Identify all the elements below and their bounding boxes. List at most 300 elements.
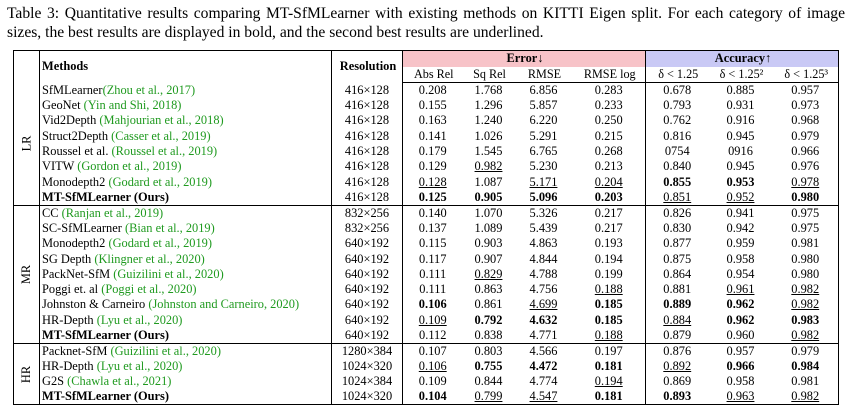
value-cell bbox=[573, 297, 646, 312]
value-cell bbox=[463, 144, 515, 159]
value-cell bbox=[463, 113, 515, 128]
value-cell bbox=[463, 159, 515, 174]
metric-value: 0.877 bbox=[663, 236, 692, 251]
metric-value: 5.096 bbox=[529, 189, 558, 204]
metric-value: 0.199 bbox=[594, 266, 623, 281]
metric-value: 0.973 bbox=[791, 98, 820, 113]
method-cell bbox=[40, 236, 332, 251]
metric-value: 0.208 bbox=[418, 83, 447, 97]
value-cell bbox=[646, 359, 709, 374]
citation-link[interactable]: (Poggi et al., 2020) bbox=[101, 282, 197, 297]
method-cell bbox=[40, 83, 332, 99]
table-caption: Table 3: Quantitative results comparing MT-SfMLearner with existing methods on KITTI Eigen split. For each category of image sizes, the best results are displayed in bold, and the second best results are underlined. bbox=[7, 5, 845, 41]
value-cell bbox=[773, 129, 839, 144]
value-cell bbox=[515, 359, 573, 374]
table-row bbox=[14, 343, 839, 359]
value-cell bbox=[709, 267, 773, 282]
citation-link[interactable]: (Ranjan et al., 2019) bbox=[61, 205, 164, 220]
metric-value: 0.137 bbox=[418, 220, 447, 235]
value-cell bbox=[463, 389, 515, 405]
value-cell bbox=[773, 374, 839, 389]
metric-value: 0.125 bbox=[418, 189, 447, 204]
method-name: SC-SfMLearner bbox=[42, 220, 125, 235]
metric-value: 0.884 bbox=[663, 312, 692, 327]
metric-value: 4.472 bbox=[529, 359, 558, 373]
value-cell bbox=[773, 251, 839, 266]
value-cell bbox=[463, 359, 515, 374]
value-cell bbox=[403, 98, 463, 113]
value-cell bbox=[515, 236, 573, 251]
metric-value: 0.188 bbox=[594, 282, 623, 297]
method-cell bbox=[40, 389, 332, 405]
citation-link[interactable]: (Godard et al., 2019) bbox=[108, 174, 213, 189]
metric-value: 0.976 bbox=[791, 159, 820, 174]
value-cell bbox=[403, 205, 463, 221]
value-cell bbox=[573, 236, 646, 251]
resolution-cell: 416×128 bbox=[332, 83, 403, 99]
value-cell bbox=[515, 113, 573, 128]
value-cell bbox=[773, 98, 839, 113]
metric-value: 0.844 bbox=[474, 374, 503, 389]
method-cell bbox=[40, 129, 332, 144]
resolution-cell: 640×192 bbox=[332, 297, 403, 312]
value-cell bbox=[403, 389, 463, 405]
metric-value: 0.115 bbox=[419, 236, 447, 251]
value-cell bbox=[709, 205, 773, 221]
metric-value: 1.545 bbox=[474, 144, 503, 159]
value-cell bbox=[773, 144, 839, 159]
value-cell bbox=[573, 113, 646, 128]
resolution-cell: 416×128 bbox=[332, 98, 403, 113]
metric-value: 0.966 bbox=[726, 359, 755, 373]
metric-value: 0.268 bbox=[594, 144, 623, 159]
metric-value: 0.978 bbox=[791, 174, 820, 189]
metric-value: 0.876 bbox=[663, 343, 692, 358]
metric-value: 0.793 bbox=[663, 98, 692, 113]
value-cell bbox=[646, 221, 709, 236]
resolution-cell: 416×128 bbox=[332, 129, 403, 144]
metric-value: 0.945 bbox=[726, 159, 755, 174]
metric-value: 0.980 bbox=[791, 251, 820, 266]
value-cell bbox=[573, 174, 646, 189]
metric-value: 0.942 bbox=[726, 220, 755, 235]
col-delta-2: δ < 1.25² bbox=[709, 67, 773, 83]
metric-value: 0.197 bbox=[594, 343, 623, 358]
metric-value: 1.070 bbox=[474, 205, 503, 220]
value-cell bbox=[573, 251, 646, 266]
metric-value: 0.128 bbox=[418, 174, 447, 189]
value-cell bbox=[709, 313, 773, 328]
table-row bbox=[14, 174, 839, 189]
value-cell bbox=[709, 83, 773, 99]
metric-value: 5.291 bbox=[529, 128, 558, 143]
value-cell bbox=[515, 98, 573, 113]
value-cell bbox=[773, 236, 839, 251]
resolution-header: Resolution bbox=[332, 51, 403, 83]
value-cell bbox=[646, 113, 709, 128]
value-cell bbox=[403, 343, 463, 359]
resolution-cell: 1024×320 bbox=[332, 389, 403, 405]
value-cell bbox=[709, 221, 773, 236]
table-row bbox=[14, 190, 839, 206]
resolution-cell: 1280×384 bbox=[332, 343, 403, 359]
value-cell bbox=[403, 236, 463, 251]
metric-value: 0.962 bbox=[726, 297, 755, 312]
value-cell bbox=[403, 190, 463, 206]
metric-value: 0.829 bbox=[474, 266, 503, 281]
value-cell bbox=[463, 221, 515, 236]
value-cell bbox=[463, 328, 515, 344]
col-delta-3: δ < 1.25³ bbox=[773, 67, 839, 83]
value-cell bbox=[515, 174, 573, 189]
metric-value: 0.213 bbox=[594, 159, 623, 174]
value-cell bbox=[646, 98, 709, 113]
value-cell bbox=[773, 343, 839, 359]
table-row bbox=[14, 83, 839, 99]
value-cell bbox=[573, 343, 646, 359]
metric-value: 0.816 bbox=[663, 128, 692, 143]
metric-value: 0.106 bbox=[418, 297, 447, 312]
group-label-text: MR bbox=[18, 264, 33, 284]
metric-value: 0.181 bbox=[594, 359, 623, 373]
value-cell bbox=[709, 328, 773, 344]
citation-link[interactable]: (Bian et al., 2019) bbox=[124, 220, 215, 235]
metric-value: 0.141 bbox=[418, 128, 447, 143]
method-name: Vid2Depth bbox=[42, 113, 100, 128]
col-sq-rel: Sq Rel bbox=[463, 67, 515, 83]
citation-link[interactable]: (Klingner et al., 2020) bbox=[94, 251, 205, 266]
value-cell bbox=[773, 159, 839, 174]
value-cell bbox=[573, 159, 646, 174]
value-cell bbox=[463, 129, 515, 144]
value-cell bbox=[646, 159, 709, 174]
value-cell bbox=[515, 221, 573, 236]
metric-value: 0.963 bbox=[726, 389, 755, 404]
method-name: HR-Depth bbox=[42, 359, 97, 373]
metric-value: 0.982 bbox=[791, 389, 820, 404]
value-cell bbox=[403, 129, 463, 144]
metric-value: 0.803 bbox=[474, 343, 503, 358]
metric-value: 0.881 bbox=[663, 282, 692, 297]
value-cell bbox=[403, 313, 463, 328]
table-row bbox=[14, 159, 839, 174]
metric-value: 0.112 bbox=[419, 327, 447, 342]
value-cell bbox=[773, 205, 839, 221]
value-cell bbox=[773, 174, 839, 189]
value-cell bbox=[463, 267, 515, 282]
metric-value: 4.774 bbox=[529, 374, 558, 389]
value-cell bbox=[709, 98, 773, 113]
value-cell bbox=[709, 190, 773, 206]
metric-value: 4.699 bbox=[529, 297, 558, 312]
citation-link[interactable]: (Johnston and Carneiro, 2020) bbox=[148, 297, 300, 312]
value-cell bbox=[646, 343, 709, 359]
group-label-mr bbox=[14, 205, 40, 343]
value-cell bbox=[403, 221, 463, 236]
value-cell bbox=[646, 282, 709, 297]
table-row bbox=[14, 236, 839, 251]
resolution-cell: 416×128 bbox=[332, 144, 403, 159]
metric-value: 0.979 bbox=[791, 343, 820, 358]
metric-value: 4.566 bbox=[529, 343, 558, 358]
value-cell bbox=[709, 389, 773, 405]
col-rmse: RMSE bbox=[515, 67, 573, 83]
value-cell bbox=[403, 297, 463, 312]
metric-value: 0.826 bbox=[663, 205, 692, 220]
citation-link[interactable]: (Casser et al., 2019) bbox=[111, 128, 211, 143]
method-cell bbox=[40, 144, 332, 159]
metric-value: 0.957 bbox=[726, 343, 755, 358]
table-row bbox=[14, 205, 839, 221]
method-cell bbox=[40, 190, 332, 206]
table-row bbox=[14, 98, 839, 113]
metric-value: 4.788 bbox=[529, 266, 558, 281]
metric-value: 0.889 bbox=[663, 297, 692, 312]
citation-link[interactable]: (Yin and Shi, 2018) bbox=[83, 98, 182, 113]
metric-value: 0.981 bbox=[791, 236, 820, 251]
metric-value: 0.959 bbox=[726, 236, 755, 251]
value-cell bbox=[646, 328, 709, 344]
method-name: MT-SfMLearner (Ours) bbox=[42, 327, 169, 342]
method-cell bbox=[40, 159, 332, 174]
metric-value: 0.106 bbox=[418, 359, 447, 373]
metric-value: 0.931 bbox=[726, 98, 755, 113]
value-cell bbox=[515, 282, 573, 297]
resolution-cell: 640×192 bbox=[332, 282, 403, 297]
metric-value: 0.979 bbox=[791, 128, 820, 143]
value-cell bbox=[573, 98, 646, 113]
value-cell bbox=[573, 389, 646, 405]
metric-value: 0.855 bbox=[663, 174, 692, 189]
citation-link[interactable]: (Gordon et al., 2019) bbox=[77, 159, 182, 174]
value-cell bbox=[709, 129, 773, 144]
metric-value: 0.678 bbox=[663, 83, 692, 97]
value-cell bbox=[573, 282, 646, 297]
metric-value: 4.844 bbox=[529, 251, 558, 266]
metric-value: 0.193 bbox=[594, 236, 623, 251]
metric-value: 0.104 bbox=[418, 389, 447, 404]
value-cell bbox=[773, 359, 839, 374]
metric-value: 0.984 bbox=[791, 359, 820, 373]
metric-value: 5.171 bbox=[529, 174, 558, 189]
metric-value: 0.117 bbox=[419, 251, 447, 266]
value-cell bbox=[646, 174, 709, 189]
method-name: CC bbox=[42, 205, 62, 220]
metric-value: 0.905 bbox=[474, 189, 503, 204]
metric-value: 0.958 bbox=[726, 374, 755, 389]
resolution-cell: 640×192 bbox=[332, 313, 403, 328]
citation-link[interactable]: (Roussel et al., 2019) bbox=[111, 144, 218, 159]
metric-value: 0.194 bbox=[594, 251, 623, 266]
method-name: SfMLearner bbox=[42, 82, 103, 97]
metric-value: 0.975 bbox=[791, 205, 820, 220]
metric-value: 0.792 bbox=[474, 312, 503, 327]
metric-value: 0.181 bbox=[594, 389, 623, 404]
method-cell bbox=[40, 313, 332, 328]
method-cell bbox=[40, 297, 332, 312]
metric-value: 0.966 bbox=[791, 144, 820, 159]
metric-value: 1.296 bbox=[474, 98, 503, 113]
value-cell bbox=[515, 343, 573, 359]
metric-value: 0.962 bbox=[726, 312, 755, 327]
value-cell bbox=[573, 328, 646, 344]
value-cell bbox=[463, 205, 515, 221]
metric-value: 0.952 bbox=[726, 189, 755, 204]
value-cell bbox=[573, 313, 646, 328]
citation-link[interactable]: (Mahjourian et al., 2018) bbox=[99, 113, 224, 128]
metric-value: 1.089 bbox=[474, 220, 503, 235]
metric-value: 0.830 bbox=[663, 220, 692, 235]
value-cell bbox=[773, 221, 839, 236]
value-cell bbox=[646, 251, 709, 266]
metric-value: 0.954 bbox=[726, 266, 755, 281]
metric-value: 0.861 bbox=[474, 297, 503, 312]
metric-value: 0.953 bbox=[726, 174, 755, 189]
method-name: Packnet-SfM bbox=[42, 343, 111, 358]
value-cell bbox=[709, 297, 773, 312]
metric-value: 0.204 bbox=[594, 174, 623, 189]
metric-value: 0.958 bbox=[726, 251, 755, 266]
value-cell bbox=[646, 190, 709, 206]
methods-header: Methods bbox=[40, 51, 332, 83]
value-cell bbox=[515, 297, 573, 312]
metric-value: 0.217 bbox=[594, 220, 623, 235]
metric-value: 0.755 bbox=[474, 359, 503, 373]
method-name: MT-SfMLearner (Ours) bbox=[42, 189, 169, 204]
metric-value: 1.768 bbox=[474, 83, 503, 97]
value-cell bbox=[463, 282, 515, 297]
col-delta-1: δ < 1.25 bbox=[646, 67, 709, 83]
value-cell bbox=[573, 205, 646, 221]
metric-value: 0.980 bbox=[791, 189, 820, 204]
metric-value: 0.982 bbox=[474, 159, 503, 174]
method-cell bbox=[40, 374, 332, 389]
citation-link[interactable]: (Lyu et al., 2020) bbox=[96, 312, 183, 327]
value-cell bbox=[515, 205, 573, 221]
metric-value: 0.879 bbox=[663, 327, 692, 342]
value-cell bbox=[573, 190, 646, 206]
value-cell bbox=[773, 389, 839, 405]
value-cell bbox=[773, 282, 839, 297]
method-name: Roussel et al. bbox=[42, 144, 112, 159]
value-cell bbox=[463, 251, 515, 266]
resolution-cell: 416×128 bbox=[332, 190, 403, 206]
value-cell bbox=[709, 251, 773, 266]
metric-value: 0.903 bbox=[474, 236, 503, 251]
metric-value: 0.892 bbox=[663, 359, 692, 373]
citation-link[interactable]: (Lyu et al., 2020) bbox=[96, 359, 183, 373]
metric-value: 5.439 bbox=[529, 220, 558, 235]
metric-value: 0.975 bbox=[791, 220, 820, 235]
value-cell bbox=[646, 297, 709, 312]
metric-value: 1.026 bbox=[474, 128, 503, 143]
value-cell bbox=[646, 83, 709, 99]
resolution-cell: 832×256 bbox=[332, 205, 403, 221]
table-row bbox=[14, 113, 839, 128]
citation-link[interactable]: (Guizilini et al., 2020) bbox=[110, 343, 221, 358]
metric-value: 0.155 bbox=[418, 98, 447, 113]
value-cell bbox=[573, 83, 646, 99]
metric-value: 0.111 bbox=[419, 282, 447, 297]
value-cell bbox=[709, 359, 773, 374]
value-cell bbox=[773, 313, 839, 328]
metric-value: 0.916 bbox=[726, 113, 755, 128]
metric-value: 0.109 bbox=[418, 374, 447, 389]
metric-value: 0.982 bbox=[791, 297, 820, 312]
metric-value: 0.982 bbox=[791, 327, 820, 342]
method-name: Monodepth2 bbox=[42, 236, 109, 251]
metric-value: 0.875 bbox=[663, 251, 692, 266]
metric-value: 5.230 bbox=[529, 159, 558, 174]
method-cell bbox=[40, 251, 332, 266]
value-cell bbox=[773, 328, 839, 344]
resolution-cell: 1024×320 bbox=[332, 359, 403, 374]
metric-value: 0.957 bbox=[791, 83, 820, 97]
resolution-cell: 640×192 bbox=[332, 251, 403, 266]
table-row bbox=[14, 144, 839, 159]
metric-value: 0.217 bbox=[594, 205, 623, 220]
results-table bbox=[13, 50, 839, 405]
method-cell bbox=[40, 113, 332, 128]
metric-value: 0.885 bbox=[726, 83, 755, 97]
value-cell bbox=[403, 144, 463, 159]
citation-link[interactable]: (Guizilini et al., 2020) bbox=[113, 266, 224, 281]
metric-value: 4.632 bbox=[529, 312, 558, 327]
value-cell bbox=[709, 236, 773, 251]
table-row bbox=[14, 313, 839, 328]
metric-value: 0.960 bbox=[726, 327, 755, 342]
value-cell bbox=[515, 374, 573, 389]
citation-link[interactable]: (Chawla et al., 2021) bbox=[67, 374, 172, 389]
group-label-text: HR bbox=[19, 365, 33, 383]
resolution-cell: 1024×384 bbox=[332, 374, 403, 389]
metric-value: 0.185 bbox=[594, 297, 623, 312]
method-name: Poggi et. al bbox=[42, 282, 102, 297]
value-cell bbox=[573, 359, 646, 374]
value-cell bbox=[403, 251, 463, 266]
metric-value: 0.163 bbox=[418, 113, 447, 128]
metric-value: 4.863 bbox=[529, 236, 558, 251]
method-name: PackNet-SfM bbox=[42, 266, 114, 281]
value-cell bbox=[573, 374, 646, 389]
value-cell bbox=[463, 174, 515, 189]
metric-value: 0.203 bbox=[594, 189, 623, 204]
citation-link[interactable]: (Zhou et al., 2017) bbox=[102, 82, 196, 97]
metric-value: 0.838 bbox=[474, 327, 503, 342]
metric-value: 1.087 bbox=[474, 174, 503, 189]
value-cell bbox=[646, 374, 709, 389]
value-cell bbox=[403, 374, 463, 389]
value-cell bbox=[773, 267, 839, 282]
value-cell bbox=[403, 359, 463, 374]
resolution-cell: 640×192 bbox=[332, 328, 403, 344]
citation-link[interactable]: (Godard et al., 2019) bbox=[108, 236, 213, 251]
value-cell bbox=[515, 328, 573, 344]
value-cell bbox=[646, 389, 709, 405]
method-cell bbox=[40, 282, 332, 297]
value-cell bbox=[463, 374, 515, 389]
resolution-cell: 640×192 bbox=[332, 267, 403, 282]
table-row bbox=[14, 251, 839, 266]
value-cell bbox=[709, 174, 773, 189]
metric-value: 0.961 bbox=[726, 282, 755, 297]
value-cell bbox=[403, 267, 463, 282]
metric-value: 0.981 bbox=[791, 374, 820, 389]
metric-value: 0.111 bbox=[419, 266, 447, 281]
method-name: Struct2Depth bbox=[42, 128, 112, 143]
table-row bbox=[14, 129, 839, 144]
resolution-cell: 416×128 bbox=[332, 159, 403, 174]
